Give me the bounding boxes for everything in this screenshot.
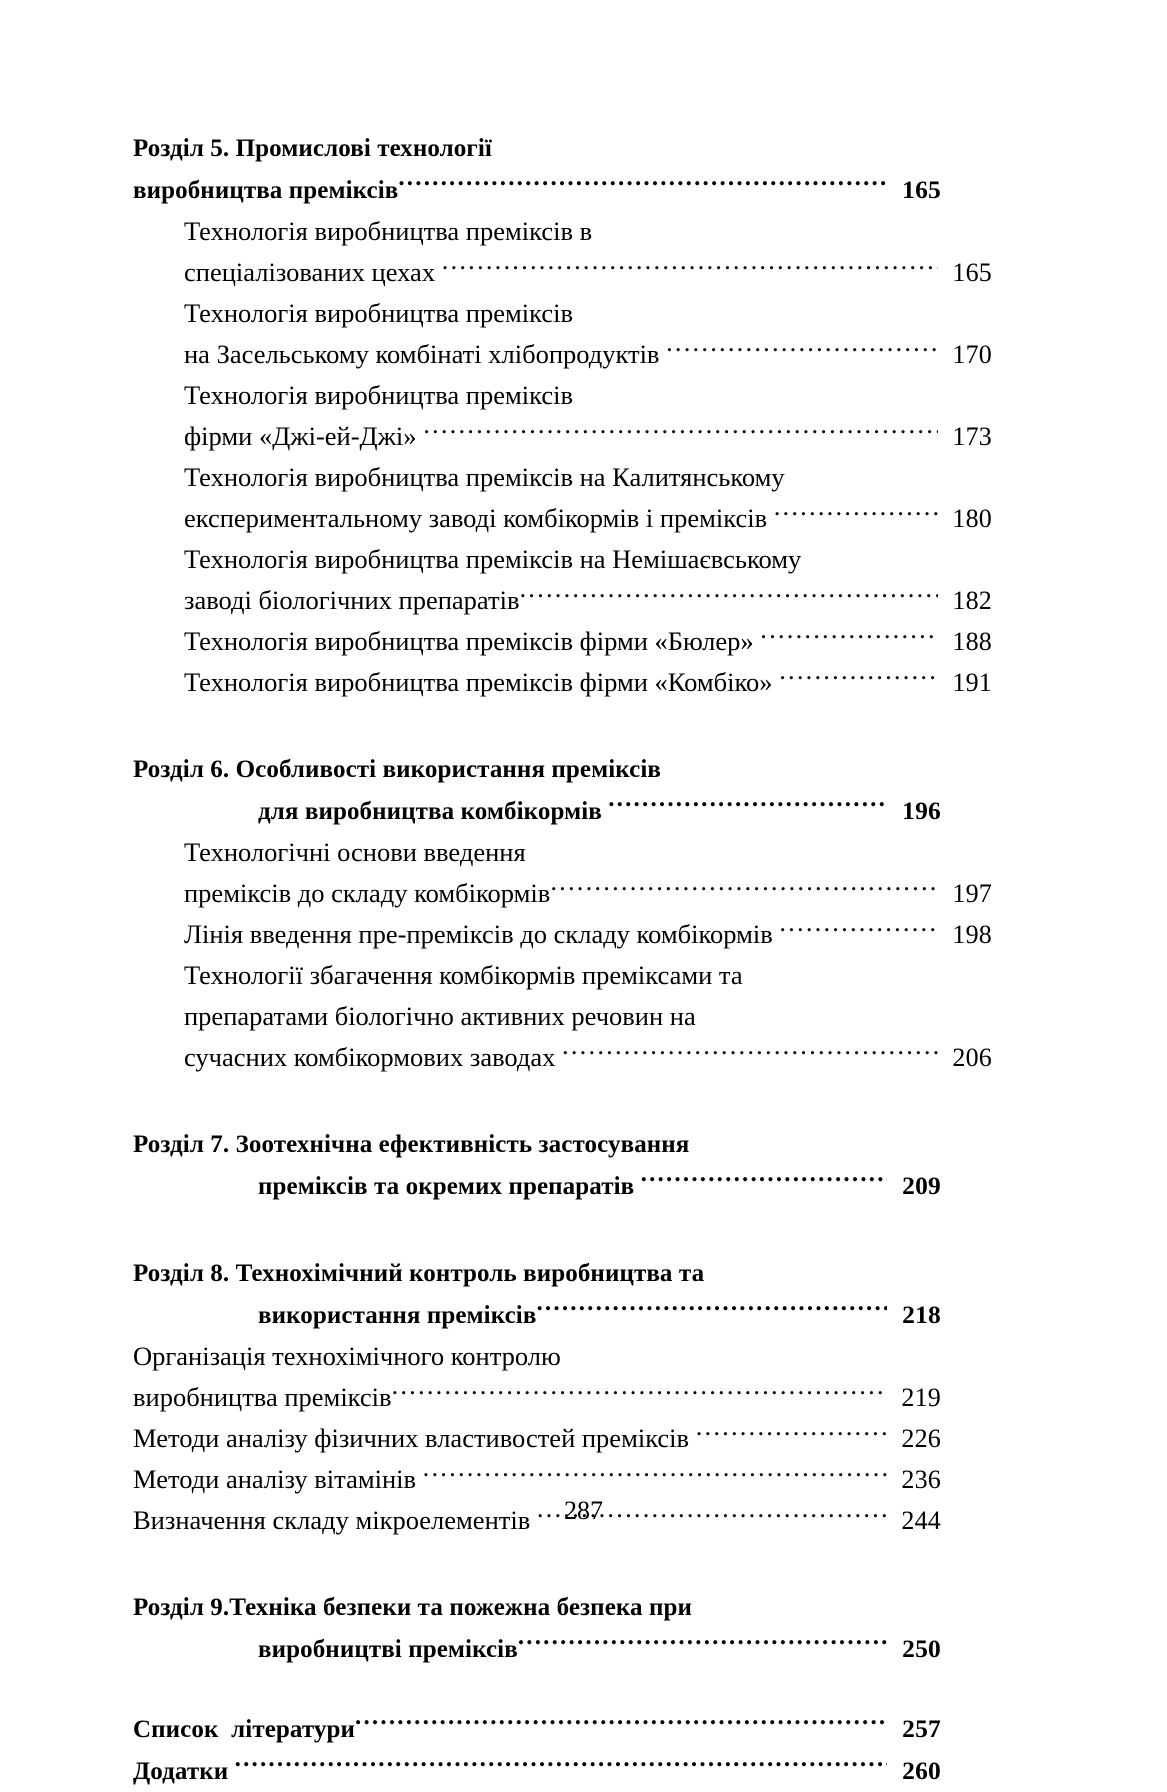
toc-entry-title: Технології збагачення комбікормів преміксами та xyxy=(184,960,743,990)
toc-page-number: 250 xyxy=(902,1634,941,1663)
section-spacer xyxy=(133,1207,941,1253)
toc-line xyxy=(133,749,941,790)
toc-page-number: 197 xyxy=(952,879,992,908)
toc-entry-title: Методи аналізу фізичних властивостей преміксів xyxy=(133,1423,696,1453)
toc-line xyxy=(133,334,992,375)
toc-page-number: 170 xyxy=(952,340,992,369)
toc-line xyxy=(133,914,992,955)
toc-line xyxy=(133,1165,941,1207)
toc-entry-title: Технологія виробництва преміксів на Калитянському xyxy=(184,462,785,492)
toc-entry-title: Технологія виробництва преміксів на Немішаєвському xyxy=(184,544,802,574)
toc-entry-title: препаратами біологічно активних речовин на xyxy=(184,1001,696,1031)
toc-entry-title: заводі біологічних препаратів xyxy=(184,585,520,615)
toc-page-number: 226 xyxy=(901,1424,941,1453)
toc-line xyxy=(133,955,992,996)
toc-page-number: 198 xyxy=(952,920,992,949)
dot-leader xyxy=(518,1632,887,1657)
toc-entry-title: преміксів до складу комбікормів xyxy=(184,878,551,908)
dot-leader xyxy=(536,1298,887,1323)
toc-entry-title: використання преміксів xyxy=(258,1302,537,1329)
dot-leader xyxy=(696,1421,887,1448)
toc-line xyxy=(133,1294,941,1336)
toc-line xyxy=(133,252,992,293)
toc-line xyxy=(133,457,992,498)
toc-line xyxy=(133,539,992,580)
section-spacer xyxy=(133,1541,941,1587)
toc-sub-entry[interactable] xyxy=(133,621,992,662)
toc-entry-title: фірми «Джі-ей-Джі» xyxy=(184,421,424,451)
toc-sub-entry[interactable] xyxy=(133,662,992,703)
toc-line xyxy=(133,1628,941,1670)
toc-chapter-entry[interactable] xyxy=(133,1750,941,1792)
dot-leader xyxy=(550,876,938,903)
toc-page-number: 196 xyxy=(902,796,941,825)
toc-line xyxy=(133,1037,992,1078)
dot-leader xyxy=(641,1169,887,1194)
toc-sub-entry[interactable] xyxy=(133,832,992,914)
toc-line xyxy=(133,996,992,1037)
dot-leader xyxy=(398,173,887,198)
toc-entry-title: спеціалізованих цехах xyxy=(184,257,442,287)
toc-page-number: 260 xyxy=(902,1756,941,1785)
dot-leader xyxy=(760,624,938,651)
toc-entry-title: для виробництва комбікормів xyxy=(258,798,609,825)
toc-line xyxy=(133,416,992,457)
toc-entry-title: преміксів та окремих препаратів xyxy=(258,1173,641,1200)
toc-entry-title: Розділ 7. Зоотехнічна ефективність застосування xyxy=(133,1131,690,1158)
toc-line xyxy=(133,1459,941,1500)
toc-page-number: 206 xyxy=(952,1043,992,1072)
toc-entry-title: Розділ 6. Особливості використання преміксів xyxy=(133,756,662,783)
toc-sub-entry[interactable] xyxy=(133,914,992,955)
toc-line xyxy=(133,873,992,914)
toc-line xyxy=(133,1377,941,1418)
dot-leader xyxy=(779,917,938,944)
toc-page-number: 236 xyxy=(901,1465,941,1494)
toc-page-number: 209 xyxy=(902,1171,941,1200)
toc-chapter-entry[interactable] xyxy=(133,1587,941,1670)
toc-line xyxy=(133,498,992,539)
dot-leader xyxy=(562,1040,938,1067)
toc-chapter-entry[interactable] xyxy=(133,1124,941,1207)
toc-entry-title: експериментальному заводі комбікормів і преміксів xyxy=(184,503,774,533)
section-spacer xyxy=(133,1078,941,1124)
dot-leader xyxy=(423,1462,887,1489)
toc-page-number: 180 xyxy=(952,504,992,533)
dot-leader xyxy=(779,665,938,692)
dot-leader xyxy=(442,255,938,282)
toc-entry-title: Організація технохімічного контролю xyxy=(133,1341,561,1371)
toc-entry-title: Технологія виробництва преміксів xyxy=(184,380,573,410)
page-folio: 287 xyxy=(564,1496,603,1525)
toc-page-number: 191 xyxy=(952,668,992,697)
toc-line xyxy=(133,790,941,832)
toc-line xyxy=(133,169,941,211)
toc-line xyxy=(133,1253,941,1294)
toc-chapter-entry[interactable] xyxy=(133,1708,941,1750)
toc-chapter-entry[interactable] xyxy=(133,128,941,211)
toc-entry-title: Технологія виробництва преміксів в xyxy=(184,216,593,246)
toc-chapter-entry[interactable] xyxy=(133,1253,941,1336)
dot-leader xyxy=(666,337,938,364)
toc-page-number: 244 xyxy=(901,1506,941,1535)
toc-entry-title: Технологічні основи введення xyxy=(184,837,526,867)
toc-entry-title: Технологія виробництва преміксів фірми «Комбіко» xyxy=(184,667,780,697)
toc-sub-entry[interactable] xyxy=(133,211,992,293)
toc-line xyxy=(133,1750,941,1792)
toc-line xyxy=(133,580,992,621)
toc-entry-title: Список літератури xyxy=(133,1716,356,1743)
toc-sub-entry[interactable] xyxy=(133,1336,941,1418)
toc-line xyxy=(133,293,992,334)
toc-sub-entry[interactable] xyxy=(133,955,992,1078)
toc-sub-entry[interactable] xyxy=(133,539,992,621)
dot-leader xyxy=(423,419,938,446)
toc-entry-title: сучасних комбікормових заводах xyxy=(184,1042,563,1072)
table-of-contents xyxy=(133,128,992,1792)
dot-leader xyxy=(235,1754,887,1779)
toc-page-number: 188 xyxy=(952,627,992,656)
dot-leader xyxy=(774,501,938,528)
toc-line xyxy=(133,1587,941,1628)
toc-page-number: 257 xyxy=(902,1714,941,1743)
toc-sub-entry[interactable] xyxy=(133,1418,941,1459)
toc-entry-title: виробництва преміксів xyxy=(133,1382,392,1412)
dot-leader xyxy=(392,1380,887,1407)
toc-entry-title: Розділ 8. Технохімічний контроль виробництва та xyxy=(133,1260,705,1287)
toc-entry-title: Методи аналізу вітамінів xyxy=(133,1464,423,1494)
toc-sub-entry[interactable] xyxy=(133,1459,941,1500)
toc-line xyxy=(133,1124,941,1165)
toc-entry-title: Розділ 9.Техніка безпеки та пожежна безпека при xyxy=(133,1594,692,1621)
toc-line xyxy=(133,1708,941,1750)
toc-page-number: 165 xyxy=(952,258,992,287)
toc-line xyxy=(133,211,992,252)
toc-line xyxy=(133,662,992,703)
toc-line xyxy=(133,375,992,416)
toc-line xyxy=(133,128,941,169)
toc-line xyxy=(133,1418,941,1459)
section-spacer xyxy=(133,703,941,749)
toc-sub-entry[interactable] xyxy=(133,293,992,375)
toc-entry-title: на Засельському комбінаті хлібопродуктів xyxy=(184,339,667,369)
toc-entry-title: Розділ 5. Промислові технології xyxy=(133,135,492,162)
toc-chapter-entry[interactable] xyxy=(133,749,941,832)
toc-entry-title: виробництва преміксів xyxy=(133,177,399,204)
dot-leader xyxy=(519,583,938,610)
toc-entry-title: Додатки xyxy=(133,1758,235,1785)
section-spacer xyxy=(133,1670,941,1708)
toc-entry-title: Визначення складу мікроелементів xyxy=(133,1505,537,1535)
toc-page-number: 165 xyxy=(902,175,941,204)
toc-entry-title: Технологія виробництва преміксів xyxy=(184,298,573,328)
toc-page-number: 173 xyxy=(952,422,992,451)
toc-line xyxy=(133,832,992,873)
toc-line xyxy=(133,1336,941,1377)
toc-entry-title: виробництві преміксів xyxy=(258,1636,518,1663)
toc-sub-entry[interactable] xyxy=(133,375,992,457)
toc-sub-entry[interactable] xyxy=(133,457,992,539)
toc-page-number: 182 xyxy=(952,586,992,615)
dot-leader xyxy=(355,1712,887,1737)
toc-page-number: 219 xyxy=(901,1383,941,1412)
toc-entry-title: Технологія виробництва преміксів фірми «Бюлер» xyxy=(184,626,761,656)
dot-leader xyxy=(608,794,887,819)
toc-page-number: 218 xyxy=(902,1300,941,1329)
toc-line xyxy=(133,621,992,662)
toc-entry-title: Лінія введення пре-преміксів до складу комбікормів xyxy=(184,919,780,949)
